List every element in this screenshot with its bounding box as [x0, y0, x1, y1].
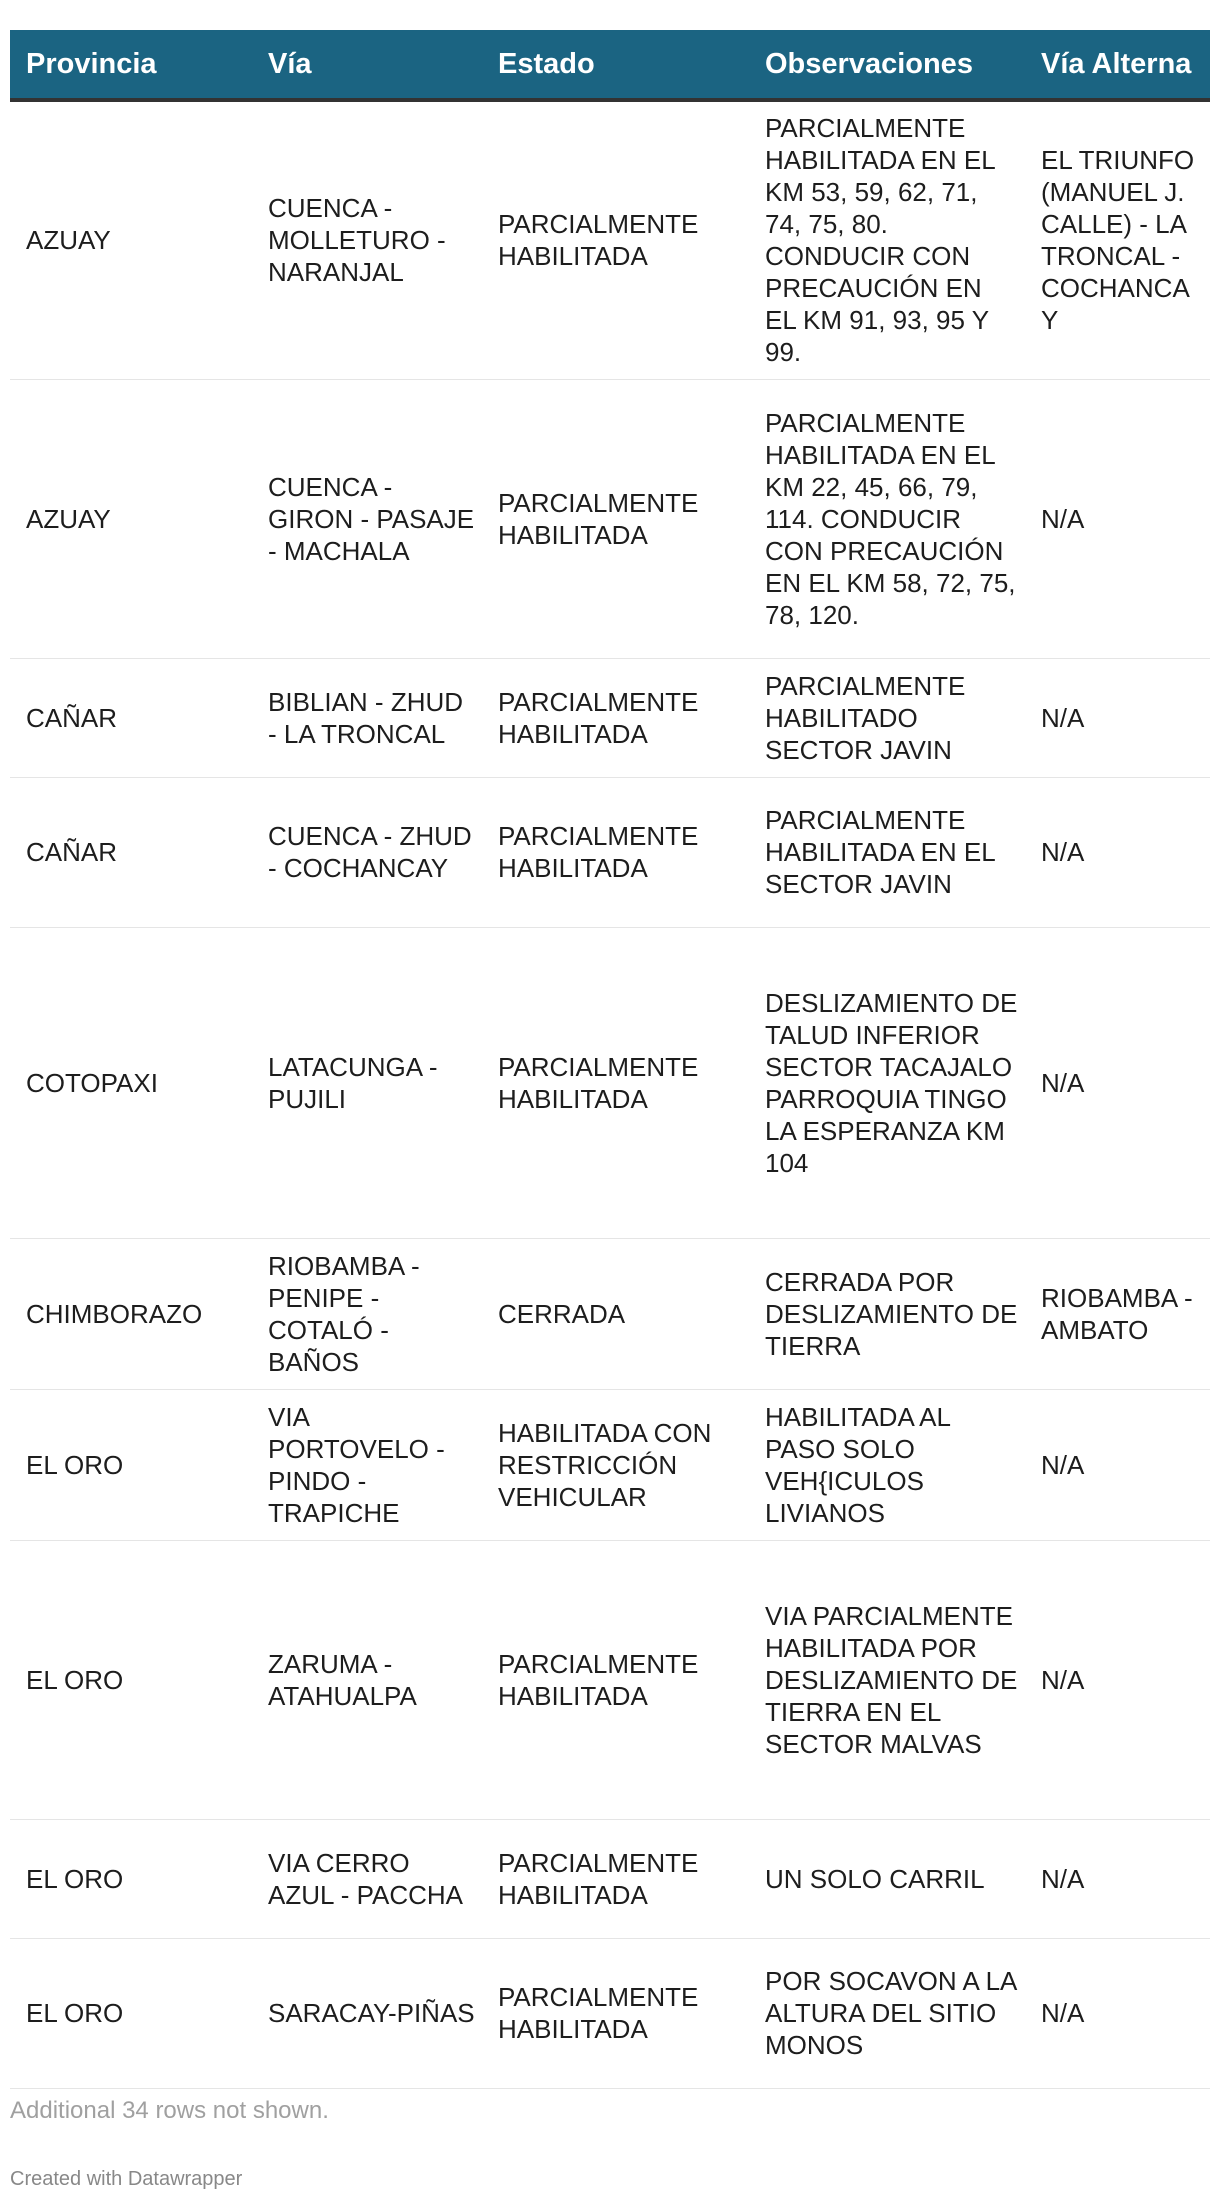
cell-provincia: CAÑAR [10, 658, 252, 777]
road-status-table [10, 30, 1210, 2089]
cell-via: CUENCA - GIRON - PASAJE - MACHALA [252, 379, 482, 658]
cell-via: LATACUNGA - PUJILI [252, 927, 482, 1238]
cell-estado: CERRADA [482, 1238, 749, 1389]
cell-via: VIA PORTOVELO - PINDO - TRAPICHE [252, 1389, 482, 1540]
cell-estado: PARCIALMENTE HABILITADA [482, 379, 749, 658]
cell-via-alterna: N/A [1025, 379, 1210, 658]
table-header [10, 30, 1210, 100]
cell-estado: PARCIALMENTE HABILITADA [482, 1819, 749, 1938]
cell-estado: PARCIALMENTE HABILITADA [482, 927, 749, 1238]
cell-via: CUENCA - ZHUD - COCHANCAY [252, 777, 482, 927]
cell-observaciones: VIA PARCIALMENTE HABILITADA POR DESLIZAMIENTO DE TIERRA EN EL SECTOR MALVAS [749, 1540, 1025, 1819]
cell-via: CUENCA - MOLLETURO - NARANJAL [252, 100, 482, 379]
cell-provincia: EL ORO [10, 1540, 252, 1819]
table-row [10, 777, 1210, 927]
cell-observaciones: PARCIALMENTE HABILITADO SECTOR JAVIN [749, 658, 1025, 777]
cell-provincia: AZUAY [10, 100, 252, 379]
cell-via-alterna: N/A [1025, 1938, 1210, 2088]
cell-via-alterna: N/A [1025, 1540, 1210, 1819]
cell-provincia: CAÑAR [10, 777, 252, 927]
cell-estado: PARCIALMENTE HABILITADA [482, 1540, 749, 1819]
header-row [10, 30, 1210, 100]
cell-provincia: COTOPAXI [10, 927, 252, 1238]
column-header-via[interactable]: Vía [252, 30, 482, 100]
cell-observaciones: PARCIALMENTE HABILITADA EN EL KM 53, 59, 62, 71, 74, 75, 80. CONDUCIR CON PRECAUCIÓN EN EL KM 91, 93, 95 Y 99. [749, 100, 1025, 379]
cell-observaciones: CERRADA POR DESLIZAMIENTO DE TIERRA [749, 1238, 1025, 1389]
table-row [10, 1238, 1210, 1389]
cell-observaciones: PARCIALMENTE HABILITADA EN EL KM 22, 45, 66, 79, 114. CONDUCIR CON PRECAUCIÓN EN EL KM 58, 72, 75, 78, 120. [749, 379, 1025, 658]
cell-observaciones: POR SOCAVON A LA ALTURA DEL SITIO MONOS [749, 1938, 1025, 2088]
column-header-provincia[interactable]: Provincia [10, 30, 252, 100]
table-row [10, 379, 1210, 658]
table-row [10, 1389, 1210, 1540]
cell-via-alterna: N/A [1025, 1389, 1210, 1540]
column-header-estado[interactable]: Estado [482, 30, 749, 100]
cell-estado: PARCIALMENTE HABILITADA [482, 100, 749, 379]
cell-via-alterna: N/A [1025, 777, 1210, 927]
column-header-via-alterna[interactable]: Vía Alterna [1025, 30, 1210, 100]
table-row [10, 1938, 1210, 2088]
cell-provincia: EL ORO [10, 1389, 252, 1540]
table-row [10, 100, 1210, 379]
cell-via: ZARUMA - ATAHUALPA [252, 1540, 482, 1819]
cell-via: BIBLIAN - ZHUD - LA TRONCAL [252, 658, 482, 777]
cell-via: SARACAY-PIÑAS [252, 1938, 482, 2088]
table-body [10, 100, 1210, 2088]
table-row [10, 1540, 1210, 1819]
cell-observaciones: DESLIZAMIENTO DE TALUD INFERIOR SECTOR TACAJALO PARROQUIA TINGO LA ESPERANZA KM 104 [749, 927, 1025, 1238]
table-row [10, 1819, 1210, 1938]
cell-estado: PARCIALMENTE HABILITADA [482, 658, 749, 777]
cell-via-alterna: EL TRIUNFO (MANUEL J. CALLE) - LA TRONCAL - COCHANCAY [1025, 100, 1210, 379]
cell-via-alterna: N/A [1025, 1819, 1210, 1938]
cell-via: VIA CERRO AZUL - PACCHA [252, 1819, 482, 1938]
cell-observaciones: PARCIALMENTE HABILITADA EN EL SECTOR JAVIN [749, 777, 1025, 927]
table-row [10, 658, 1210, 777]
table-row [10, 927, 1210, 1238]
cell-observaciones: UN SOLO CARRIL [749, 1819, 1025, 1938]
cell-via: RIOBAMBA - PENIPE - COTALÓ - BAÑOS [252, 1238, 482, 1389]
cell-provincia: EL ORO [10, 1938, 252, 2088]
cell-observaciones: HABILITADA AL PASO SOLO VEH{ICULOS LIVIANOS [749, 1389, 1025, 1540]
cell-provincia: EL ORO [10, 1819, 252, 1938]
rows-not-shown-note: Additional 34 rows not shown. [10, 2097, 329, 2124]
cell-provincia: AZUAY [10, 379, 252, 658]
cell-via-alterna: N/A [1025, 658, 1210, 777]
column-header-observaciones[interactable]: Observaciones [749, 30, 1025, 100]
cell-estado: HABILITADA CON RESTRICCIÓN VEHICULAR [482, 1389, 749, 1540]
cell-provincia: CHIMBORAZO [10, 1238, 252, 1389]
cell-via-alterna: RIOBAMBA - AMBATO [1025, 1238, 1210, 1389]
cell-estado: PARCIALMENTE HABILITADA [482, 777, 749, 927]
cell-via-alterna: N/A [1025, 927, 1210, 1238]
cell-estado: PARCIALMENTE HABILITADA [482, 1938, 749, 2088]
datawrapper-credit: Created with Datawrapper [10, 2168, 243, 2190]
